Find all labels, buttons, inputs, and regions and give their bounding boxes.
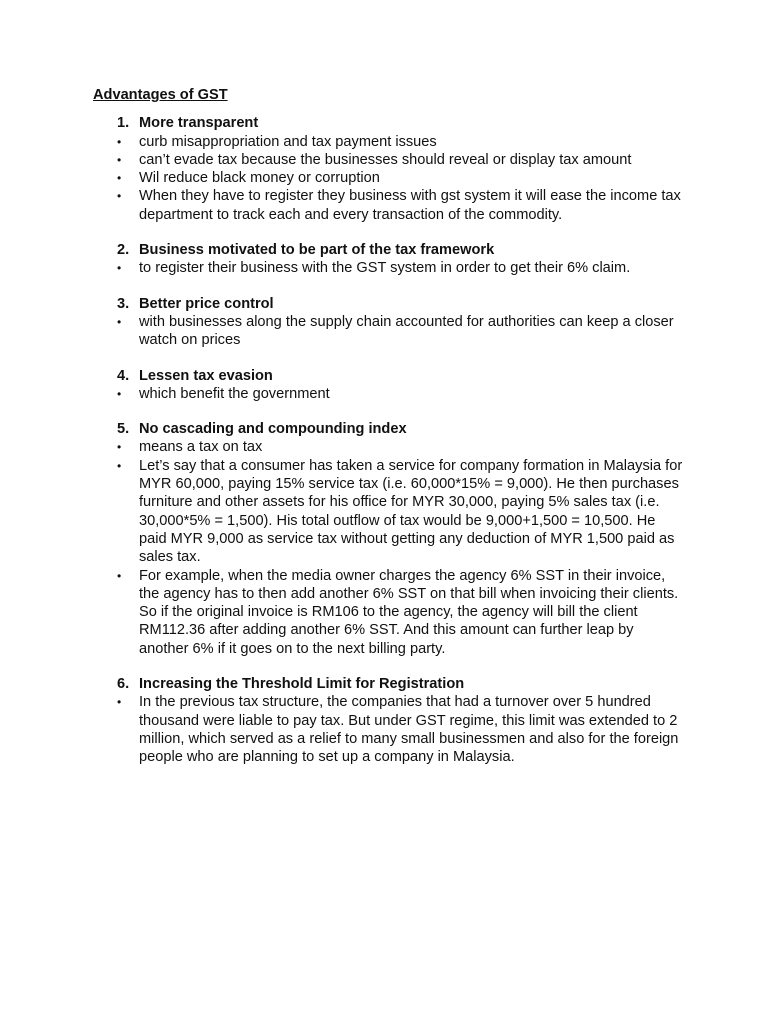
list-item (93, 259, 683, 277)
bullet-icon: • (117, 386, 122, 401)
section-heading-text: More transparent (139, 115, 259, 132)
document-page (93, 86, 683, 784)
section-heading (93, 367, 683, 385)
bullet-icon: • (117, 261, 122, 276)
bullet-icon: • (117, 152, 122, 167)
bullet-text: which benefit the government (139, 385, 330, 402)
bullet-list (93, 385, 683, 403)
section-number: 5. (117, 421, 130, 438)
list-item (93, 133, 683, 151)
section-number: 6. (117, 676, 130, 693)
section-4 (93, 367, 683, 404)
bullet-icon: • (117, 189, 122, 204)
section-number: 1. (117, 115, 130, 132)
section-heading (93, 114, 683, 132)
bullet-text: Let’s say that a consumer has taken a service for company formation in Malaysia for MYR 60,000, paying 15% service tax (i.e. 60,000*15% = 9,000). He then purchases furniture and other assets for his office for MYR 30,000, paying 5% sales tax (i.e. 30,000*5% = 1,500). His total outflow of tax would be 9,000+1,500 = 10,500. He paid MYR 9,000 as service tax without getting any deduction of MYR 1,500 paid as sales tax. (139, 457, 683, 566)
section-3 (93, 295, 683, 350)
bullet-text: In the previous tax structure, the companies that had a turnover over 5 hundred thousand were liable to pay tax. But under GST regime, this limit was extended to 2 million, which served as a relief to many small businessmen and also for the foreign people who are planning to set up a company in Malaysia. (139, 694, 679, 766)
section-heading-text: Better price control (139, 295, 274, 312)
bullet-text: with businesses along the supply chain accounted for authorities can keep a closer watch on prices (139, 313, 674, 349)
list-item (93, 169, 683, 187)
section-number: 3. (117, 295, 130, 312)
list-item (93, 385, 683, 403)
section-heading (93, 295, 683, 313)
list-item (93, 313, 683, 350)
section-heading-text: Business motivated to be part of the tax framework (139, 242, 495, 259)
bullet-text: means a tax on tax (139, 439, 263, 456)
section-number: 4. (117, 367, 130, 384)
section-number: 2. (117, 242, 130, 259)
bullet-icon: • (117, 314, 122, 329)
bullet-list (93, 259, 683, 277)
section-6 (93, 675, 683, 766)
list-item (93, 457, 683, 567)
bullet-text: can’t evade tax because the businesses should reveal or display tax amount (139, 151, 632, 168)
bullet-text: to register their business with the GST system in order to get their 6% claim. (139, 260, 631, 277)
list-item (93, 187, 683, 224)
bullet-list (93, 438, 683, 658)
section-heading-text: No cascading and compounding index (139, 421, 407, 438)
list-item (93, 151, 683, 169)
bullet-list (93, 693, 683, 766)
bullet-text: When they have to register they business with gst system it will ease the income tax department to track each and every transaction of the commodity. (139, 188, 681, 223)
section-2 (93, 241, 683, 278)
bullet-list (93, 313, 683, 350)
bullet-icon: • (117, 134, 122, 149)
bullet-icon: • (117, 171, 122, 186)
sections-container (93, 114, 683, 766)
bullet-text: For example, when the media owner charges the agency 6% SST in their invoice, the agency has to then add another 6% SST on that bill when invoicing their clients. So if the original invoice is RM106 to the agency, the agency will bill the client RM112.36 after adding another 6% SST. And this amount can further leap by another 6% if it goes on to the next billing party. (139, 567, 679, 657)
section-heading (93, 675, 683, 693)
bullet-text: curb misappropriation and tax payment issues (139, 133, 437, 150)
list-item (93, 693, 683, 766)
bullet-icon: • (117, 568, 122, 583)
section-heading-text: Increasing the Threshold Limit for Registration (139, 676, 465, 693)
bullet-icon: • (117, 695, 122, 710)
bullet-icon: • (117, 440, 122, 455)
section-1 (93, 114, 683, 224)
section-heading-text: Lessen tax evasion (139, 367, 273, 384)
list-item (93, 438, 683, 456)
section-heading (93, 420, 683, 438)
document-title: Advantages of GST (93, 87, 228, 103)
section-heading (93, 241, 683, 259)
section-5 (93, 420, 683, 658)
bullet-list (93, 133, 683, 224)
bullet-icon: • (117, 458, 122, 473)
bullet-text: Wil reduce black money or corruption (139, 170, 380, 187)
list-item (93, 567, 683, 658)
